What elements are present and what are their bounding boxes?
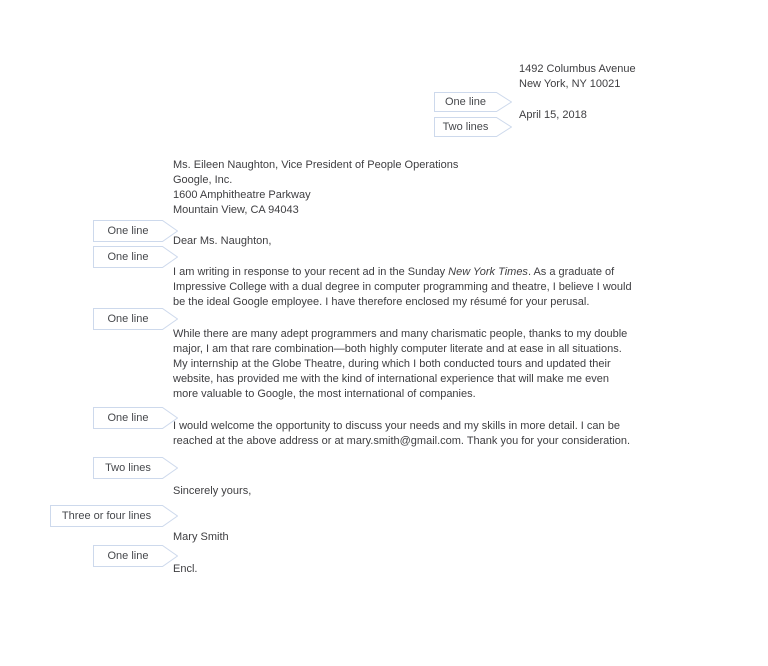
- valediction: Sincerely yours,: [173, 485, 252, 497]
- body-line: be the ideal Google employee. I have therefore enclosed my résumé for your perusal.: [173, 296, 590, 308]
- callout-label: One line: [107, 412, 149, 424]
- callout-label: One line: [107, 251, 149, 263]
- spacing-callout-one-line: [93, 220, 178, 242]
- body-paragraph-2: [173, 327, 627, 402]
- callout-label: One line: [107, 550, 149, 562]
- spacing-callout-one-line: [434, 92, 512, 112]
- body-paragraph-1: [173, 265, 632, 310]
- body-line: website, has provided me with the kind of international experience that will make me even: [173, 373, 609, 385]
- spacing-callout-one-line: [93, 407, 178, 429]
- sender-address-line: New York, NY 10021: [519, 78, 621, 90]
- callout-label: Two lines: [442, 121, 489, 133]
- recipient-line: Mountain View, CA 94043: [173, 204, 299, 216]
- body-line: Impressive College with a dual degree in computer programming and theatre, I believe I would: [173, 281, 632, 293]
- callout-label: One line: [107, 313, 149, 325]
- body-line: I would welcome the opportunity to discuss your needs and my skills in more detail. I can be: [173, 420, 620, 432]
- spacing-callout-two-lines: [93, 457, 178, 479]
- spacing-callout-three-or-four-lines: [50, 505, 178, 527]
- callout-label: Two lines: [105, 462, 151, 474]
- callout-label: One line: [445, 96, 486, 108]
- letter-date: April 15, 2018: [519, 109, 587, 121]
- body-line: My internship at the Globe Theatre, during which I both conducted tours and updated their: [173, 358, 611, 370]
- enclosure-notation: Encl.: [173, 563, 198, 575]
- recipient-line: 1600 Amphitheatre Parkway: [173, 189, 311, 201]
- sender-address-block: [519, 62, 636, 92]
- spacing-callout-two-lines: [434, 117, 512, 137]
- italicized-publication-name: New York Times: [448, 266, 528, 278]
- body-line: more valuable to Google, the most international of companies.: [173, 388, 476, 400]
- recipient-line: Ms. Eileen Naughton, Vice President of People Operations: [173, 159, 459, 171]
- callout-label: Three or four lines: [61, 510, 152, 522]
- body-paragraph-3: [173, 419, 630, 449]
- body-line: I am writing in response to your recent ad in the Sunday New York Times. As a graduate of: [173, 266, 615, 278]
- recipient-line: Google, Inc.: [173, 174, 233, 186]
- spacing-callout-one-line: [93, 308, 178, 330]
- body-line: reached at the above address or at mary.smith@gmail.com. Thank you for your consideration.: [173, 435, 631, 447]
- spacing-callout-one-line: [93, 246, 178, 268]
- salutation: Dear Ms. Naughton,: [173, 235, 272, 247]
- signature-name: Mary Smith: [173, 531, 229, 543]
- recipient-address-block: [173, 158, 458, 218]
- spacing-callout-one-line: [93, 545, 178, 567]
- body-line: major, I am that rare combination—both highly computer literate and at ease in all situations.: [173, 343, 622, 355]
- sender-address-line: 1492 Columbus Avenue: [519, 63, 636, 75]
- callout-label: One line: [107, 225, 149, 237]
- body-line: While there are many adept programmers and many charismatic people, thanks to my double: [173, 328, 628, 340]
